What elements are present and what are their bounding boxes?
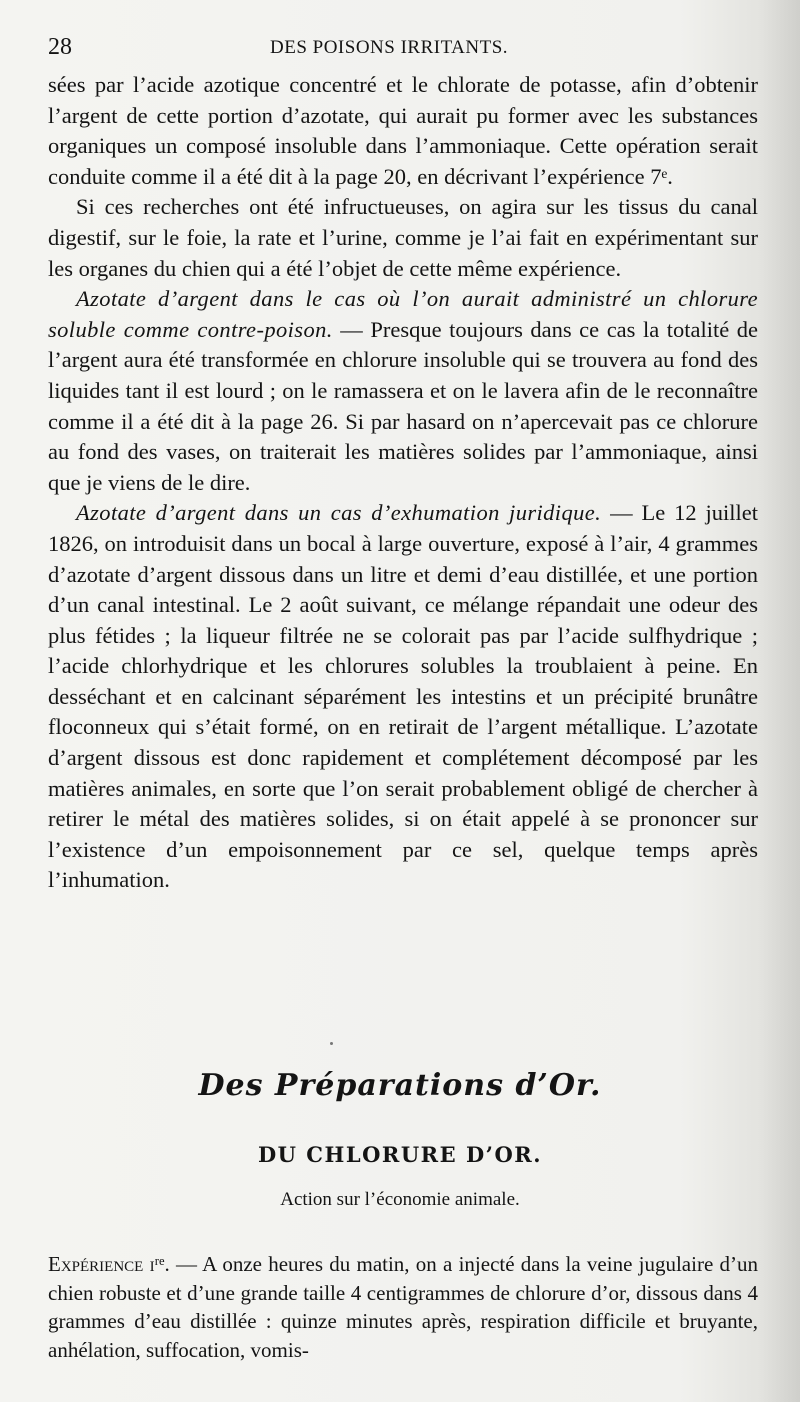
paragraph: sées par l’acide azotique concentré et le chlorate de potasse, afin d’obtenir l’argent de cette portion d’azotate, qui aurait pu former avec les substances organiques un composé insoluble dans l’ammoniaque. Cette opération serait conduite comme il a été dit à la page 20, en décrivant l’expérience 7ᵉ.	[48, 72, 758, 189]
paragraph-text: — Presque toujours dans ce cas la totalité de l’argent aura été transformée en chlorure insoluble qui se trouvera au fond des liquides tant il est lourd ; on le ramassera et on le lavera afin de le reconnaître comme il a été dit à la page 26. Si par hasard on n’apercevait pas ce chlorure au fond des vases, on traiterait les matières solides par l’ammoniaque, ainsi que je viens de le dire.	[48, 316, 758, 495]
paragraph	[48, 284, 758, 498]
paragraph-heading: Azotate d’argent dans le cas où l’on aurait administré un chlorure soluble comme contre-poison.	[48, 286, 758, 342]
page-header	[48, 34, 758, 66]
paragraph	[48, 498, 758, 896]
experiment-label: Expérience iʳᵉ.	[48, 1252, 170, 1276]
chapter-title: DU CHLORURE D’OR.	[257, 1142, 543, 1167]
paragraph-heading: Azotate d’argent dans un cas d’exhumation juridique.	[76, 500, 602, 526]
paragraph-text: — Le 12 juillet 1826, on introduisit dans un bocal à large ouverture, exposé à l’air, 4 grammes d’azotate d’argent dissous dans un litre et demi d’eau distillée, et une portion d’un canal intestinal. Le 2 août suivant, ce mélange répandait une odeur des plus fétides ; la liqueur filtrée ne se colorait pas par l’acide sulfhydrique ; l’acide chlorhydrique et les chlorures solubles la troublaient à peine. En desséchant et en calcinant séparément les intestins et un précipité brunâtre floconneux qui s’était formé, on en retirait de l’argent métallique. L’azotate d’argent dissous est donc rapidement et complétement décomposé par les matières animales, en sorte que l’on serait probablement obligé de chercher à retirer le métal des matières solides, si on était appelé à se prononcer sur l’existence d’un empoisonnement par ce sel, quelque temps après l’inhumation.	[48, 500, 758, 893]
paragraph: Si ces recherches ont été infructueuses, on agira sur les tissus du canal digestif, sur le foie, la rate et l’urine, comme je l’ai fait en expérimentant sur les organes du chien qui a été l’objet de cette même expérience.	[48, 194, 758, 281]
paragraph	[48, 1250, 758, 1364]
experiment-paragraph	[48, 1250, 758, 1364]
running-head: DES POISONS IRRITANTS.	[270, 37, 509, 58]
body-text	[48, 70, 758, 896]
page-number: 28	[48, 34, 72, 60]
chapter-subtitle: Action sur l’économie animale.	[280, 1189, 520, 1210]
ornament-dot	[330, 1042, 333, 1045]
experiment-text: — A onze heures du matin, on a injecté dans la veine jugulaire d’un chien robuste et d’une grande taille 4 centigrammes de chlorure d’or, dissous dans 4 grammes d’eau distillée : quinze minutes après, respiration difficile et bruyante, anhélation, suffocation, vomis-	[48, 1252, 758, 1362]
section-title: Des Préparations d’Or.	[198, 1068, 602, 1103]
